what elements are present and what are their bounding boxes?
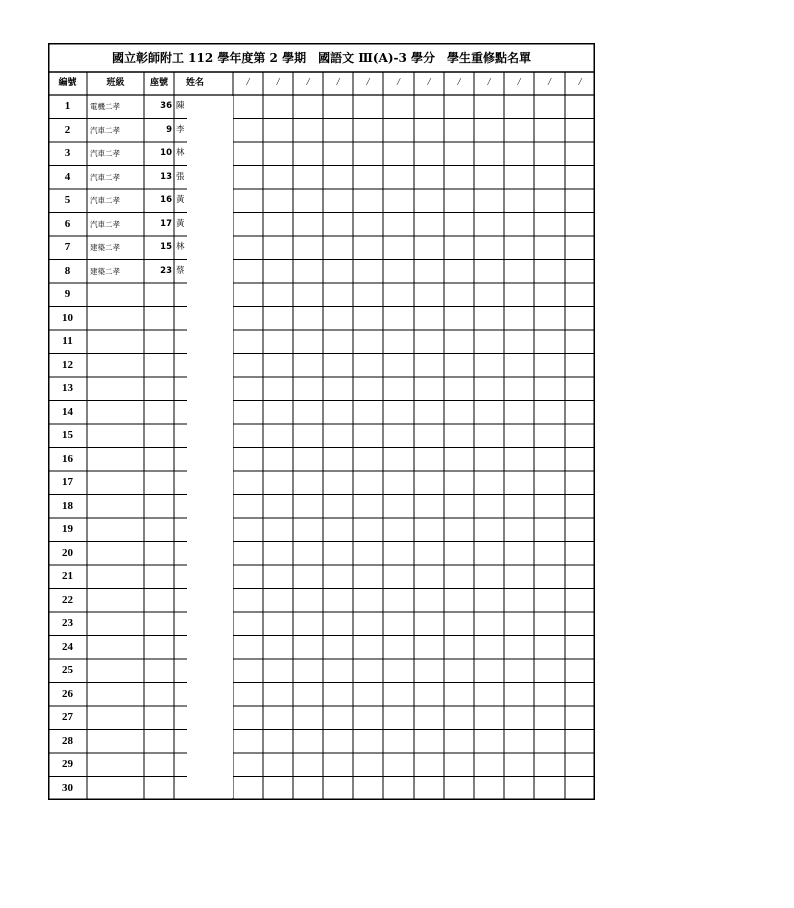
header-no: 編號 xyxy=(58,78,77,88)
row-number: 10 xyxy=(62,311,73,324)
row-class: 汽車二孝 xyxy=(90,219,120,229)
row-number: 20 xyxy=(62,546,73,559)
row-number: 15 xyxy=(62,429,73,441)
row-name: 林 xyxy=(176,148,185,158)
row-name: 張 xyxy=(176,171,185,182)
row-name: 陳 xyxy=(176,101,185,111)
row-number: 29 xyxy=(62,758,73,770)
row-number: 27 xyxy=(62,711,73,723)
row-seat: 13 xyxy=(160,171,172,182)
row-number: 13 xyxy=(62,382,73,394)
row-seat: 10 xyxy=(160,148,172,158)
row-class: 汽車二孝 xyxy=(90,172,120,182)
header-class: 班級 xyxy=(106,78,125,88)
row-number: 5 xyxy=(64,194,71,206)
row-class: 汽車二孝 xyxy=(90,125,120,135)
row-number: 9 xyxy=(64,288,71,300)
row-number: 17 xyxy=(62,476,73,488)
row-name: 李 xyxy=(176,124,185,135)
row-name: 蔡 xyxy=(176,265,185,276)
row-seat: 23 xyxy=(160,265,172,276)
row-class: 汽車二孝 xyxy=(90,149,120,158)
row-seat: 15 xyxy=(160,242,172,252)
row-seat: 9 xyxy=(166,124,172,135)
row-number: 19 xyxy=(62,523,73,535)
date-column-header: / xyxy=(336,77,340,88)
row-number: 7 xyxy=(64,241,71,253)
date-column-header: / xyxy=(487,77,491,88)
header-name: 姓名 xyxy=(185,78,204,88)
row-number: 6 xyxy=(64,217,71,230)
row-name: 林 xyxy=(176,242,185,252)
row-class: 建築二孝 xyxy=(90,266,120,276)
date-column-header: / xyxy=(366,77,370,88)
row-name: 黃 xyxy=(176,195,185,205)
date-column-header: / xyxy=(427,77,431,88)
row-seat: 16 xyxy=(160,195,172,205)
row-number: 25 xyxy=(62,664,73,676)
attendance-sheet xyxy=(48,43,595,800)
row-number: 24 xyxy=(62,640,73,653)
row-number: 22 xyxy=(62,593,73,606)
sheet-title: 國立彰師附工 112 學年度第 2 學期 國語文 Ⅲ(A)-3 學分 學生重修點名單 xyxy=(111,51,532,65)
row-seat: 17 xyxy=(160,218,172,229)
row-number: 16 xyxy=(62,452,73,465)
row-class: 電機二孝 xyxy=(90,102,120,111)
date-column-header: / xyxy=(397,77,400,88)
row-name: 黃 xyxy=(176,218,185,229)
row-class: 汽車二孝 xyxy=(90,196,120,205)
row-seat: 36 xyxy=(160,101,172,111)
name-column-mask xyxy=(187,96,233,798)
row-number: 14 xyxy=(62,405,73,418)
row-number: 4 xyxy=(64,170,71,183)
header-seat: 座號 xyxy=(149,78,168,88)
row-number: 26 xyxy=(62,687,73,700)
row-number: 11 xyxy=(62,335,73,347)
date-column-header: / xyxy=(246,77,250,88)
date-column-header: / xyxy=(306,77,310,88)
row-class: 建築二孝 xyxy=(90,243,120,252)
row-number: 21 xyxy=(62,570,73,582)
row-number: 2 xyxy=(64,123,71,136)
date-column-header: / xyxy=(517,77,521,88)
row-number: 18 xyxy=(62,499,73,512)
date-column-header: / xyxy=(276,77,280,88)
row-number: 3 xyxy=(64,147,71,159)
date-column-header: / xyxy=(548,77,551,88)
row-number: 12 xyxy=(62,358,73,371)
row-number: 28 xyxy=(62,734,73,747)
row-number: 23 xyxy=(62,617,73,629)
row-number: 1 xyxy=(64,100,71,112)
date-column-header: / xyxy=(457,77,461,88)
date-column-header: / xyxy=(578,77,582,88)
row-number: 30 xyxy=(62,781,73,794)
row-number: 8 xyxy=(64,264,71,277)
